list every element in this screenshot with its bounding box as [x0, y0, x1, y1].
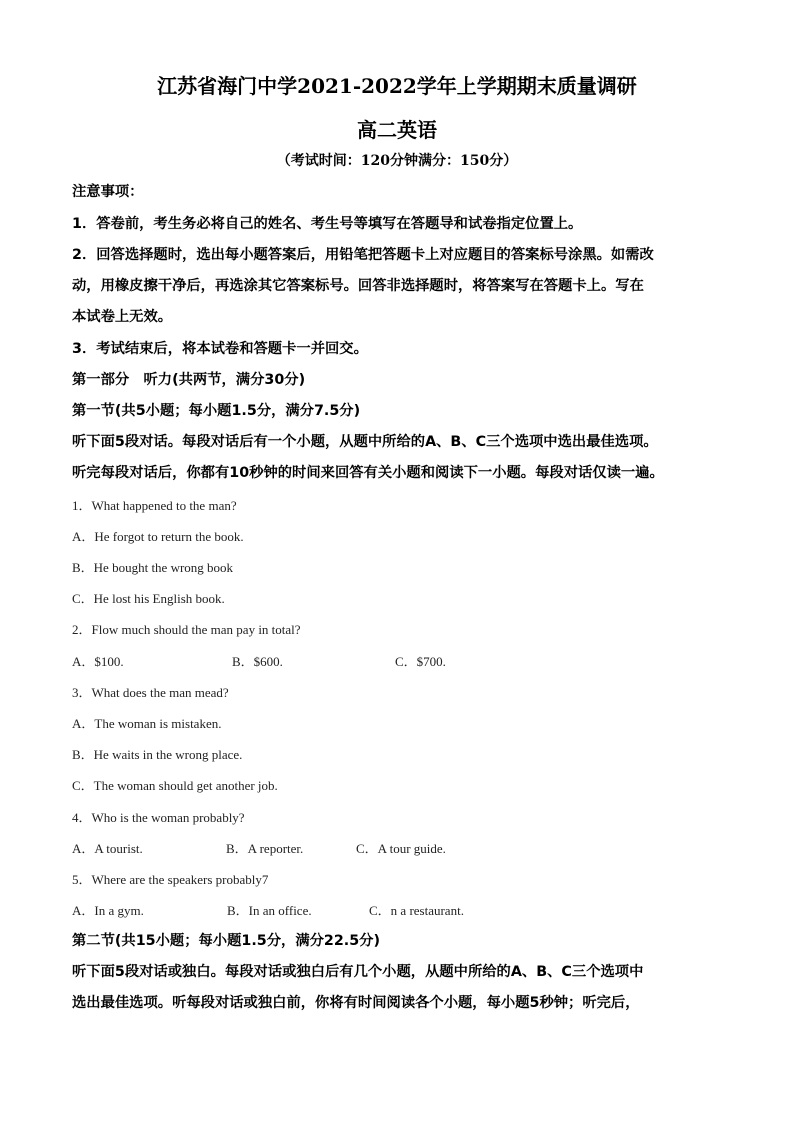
section2-instructions-line-2: 选出最佳选项。听每段对话或独白前，你将有时间阅读各个小题，每小题5秒钟；听完后， [72, 995, 640, 1011]
notice-heading: 注意事项： [72, 184, 144, 200]
notice-item-1: 1．答卷前，考生务必将自己的姓名、考生号等填写在答题导和试卷指定位置上。 [72, 216, 583, 232]
notice-item-2-line-3: 本试卷上无效。 [72, 309, 173, 325]
question-2-option-a: A．$100. [72, 654, 124, 669]
exam-info: （考试时间：120分钟满分：150分） [276, 153, 518, 169]
question-4-option-b: B．A reporter. [226, 841, 304, 856]
section1-instructions-line-1: 听下面5段对话。每段对话后有一个小题，从题中所给的A、B、C三个选项中选出最佳选项。 [72, 434, 658, 450]
question-2-stem: 2．Flow much should the man pay in total? [72, 622, 301, 637]
question-5-stem: 5．Where are the speakers probably7 [72, 872, 269, 887]
question-1-option-b: B．He bought the wrong book [72, 560, 234, 575]
question-3-option-b: B．He waits in the wrong place. [72, 747, 243, 762]
question-5-option-a: A．In a gym. [72, 903, 144, 918]
part1-heading: 第一部分 听力(共两节，满分30分) [72, 372, 306, 388]
question-5-option-b: B．In an office. [227, 903, 312, 918]
question-2-option-b: B．$600. [232, 654, 283, 669]
exam-subject: 高二英语 [357, 118, 437, 142]
question-3-stem: 3．What does the man mead? [72, 685, 229, 700]
question-3-option-c: C．The woman should get another job. [72, 778, 278, 793]
section2-heading: 第二节(共15小题；每小题1.5分，满分22.5分) [72, 933, 381, 949]
question-5-option-c: C．n a restaurant. [369, 903, 464, 918]
question-1-stem: 1．What happened to the man? [72, 498, 237, 513]
question-4-stem: 4．Who is the woman probably? [72, 810, 245, 825]
question-1-option-c: C．He lost his English book. [72, 591, 225, 606]
section2-instructions-line-1: 听下面5段对话或独白。每段对话或独白后有几个小题，从题中所给的A、B、C三个选项中 [72, 964, 644, 980]
notice-item-2-line-2: 动，用橡皮擦干净后，再选涂其它答案标号。回答非选择题时，将答案写在答题卡上。写在 [72, 278, 644, 294]
question-4-option-c: C．A tour guide. [356, 841, 446, 856]
question-2-option-c: C．$700. [395, 654, 446, 669]
notice-item-3: 3．考试结束后，将本试卷和答题卡一并回交。 [72, 341, 368, 357]
section1-heading: 第一节(共5小题；每小题1.5分，满分7.5分) [72, 403, 361, 419]
question-1-option-a: A．He forgot to return the book. [72, 529, 244, 544]
notice-item-2-line-1: 2．回答选择题时，选出每小题答案后，用铅笔把答题卡上对应题目的答案标号涂黑。如需改 [72, 247, 654, 263]
exam-title: 江苏省海门中学2021-2022学年上学期期末质量调研 [157, 74, 637, 98]
section1-instructions-line-2: 听完每段对话后，你都有10秒钟的时间来回答有关小题和阅读下一小题。每段对话仅读一遍。 [72, 465, 664, 481]
question-4-option-a: A．A tourist. [72, 841, 143, 856]
question-3-option-a: A．The woman is mistaken. [72, 716, 222, 731]
